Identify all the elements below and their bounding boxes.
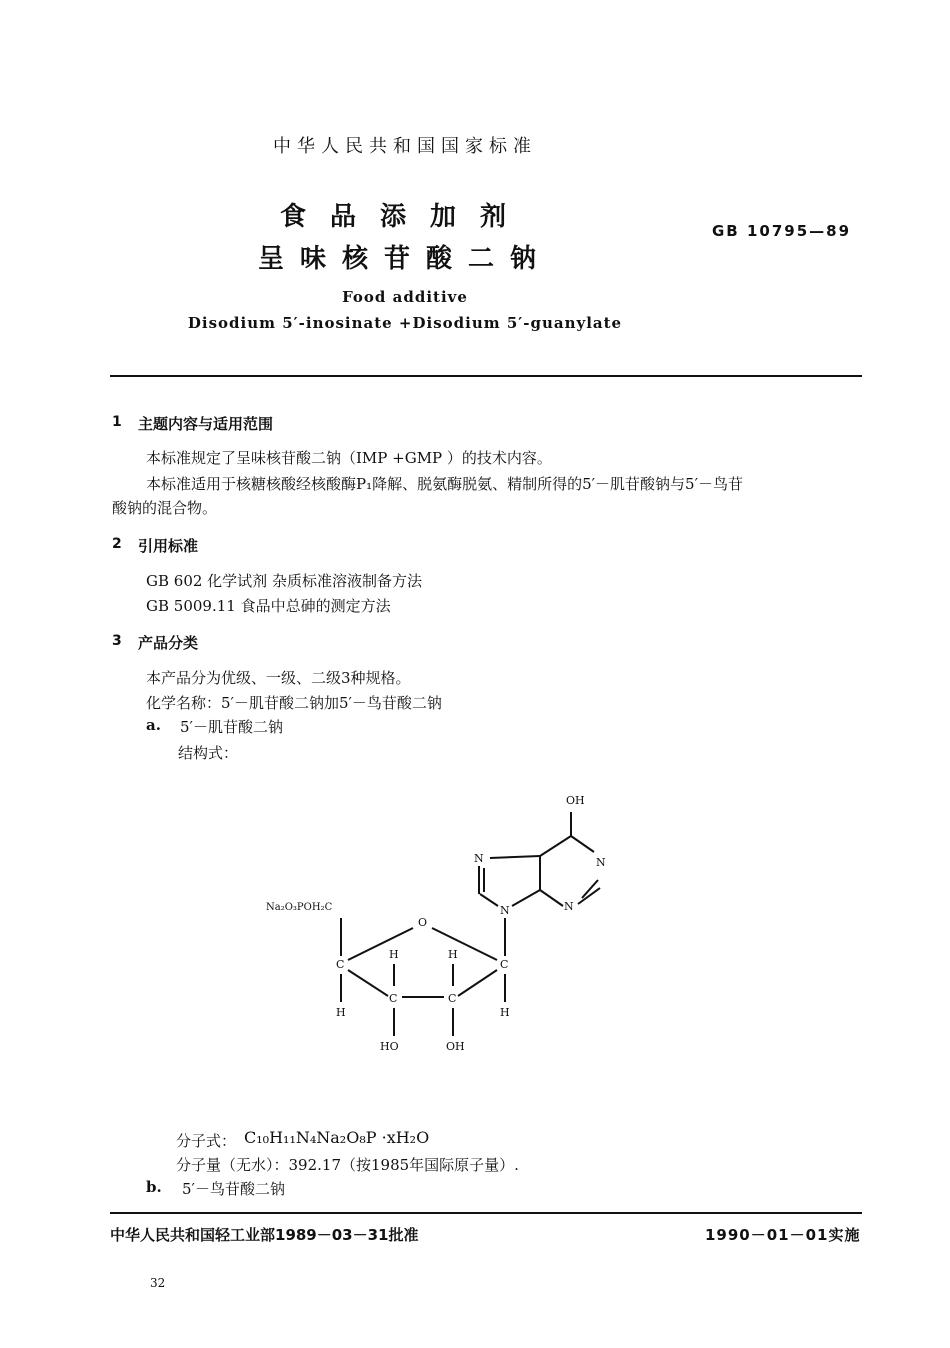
structure-bonds xyxy=(341,812,600,1036)
footer-rule xyxy=(110,1212,862,1214)
section-2-ref-2: GB 5009.11 食品中总砷的测定方法 xyxy=(146,597,391,615)
atom-n-pyrimidine-2: N xyxy=(564,900,574,913)
section-2-title: 引用标准 xyxy=(138,537,199,555)
atom-n-glycosidic: N xyxy=(500,904,510,917)
section-2-ref-1: GB 602 化学试剂 杂质标准溶液制备方法 xyxy=(146,572,422,590)
title-line-2: 呈味核苷酸二钠 xyxy=(257,244,552,274)
section-3-para-2: 化学名称：5′－肌苷酸二钠加5′－鸟苷酸二钠 xyxy=(146,694,442,712)
approval-note: 中华人民共和国轻工业部1989－03－31批准 xyxy=(110,1226,419,1244)
atom-c-1prime: C xyxy=(500,958,509,971)
atom-n-imidazole: N xyxy=(474,852,484,865)
molecular-formula: C₁₀H₁₁N₄Na₂O₈P ·xH₂O xyxy=(244,1128,430,1147)
atom-c-2prime: C xyxy=(448,992,457,1005)
standard-code: GB 10795—89 xyxy=(712,222,852,240)
section-1-para-1: 本标准规定了呈味核苷酸二钠（IMP +GMP ）的技术内容。 xyxy=(146,449,552,467)
formula-prefix: 分子式： xyxy=(176,1132,237,1150)
atom-c-4prime: C xyxy=(336,958,345,971)
item-a-label: a. xyxy=(146,716,161,734)
section-1-para-2: 本标准适用于核糖核酸经核酸酶P₁降解、脱氨酶脱氨、精制所得的5′－肌苷酸钠与5′－鸟苷 xyxy=(146,475,744,493)
structure-atom-labels xyxy=(266,794,606,1053)
sidechain-phosphate: Na₂O₃POH₂C xyxy=(266,902,333,913)
atom-o-ring: O xyxy=(418,916,428,929)
section-1-number: 1 xyxy=(112,414,122,430)
section-3-para-1: 本产品分为优级、一级、二级3种规格。 xyxy=(146,669,411,687)
english-title-line-2: Disodium 5′-inosinate +Disodium 5′-guanylate xyxy=(187,314,623,332)
atom-h-4prime: H xyxy=(336,1006,346,1019)
atom-h-1prime: H xyxy=(500,1006,510,1019)
atom-n-pyrimidine-1: N xyxy=(596,856,606,869)
group-ho: HO xyxy=(380,1040,399,1053)
group-oh: OH xyxy=(446,1040,465,1053)
english-title-line-1: Food additive xyxy=(342,288,468,306)
atom-h-2prime: H xyxy=(448,948,458,961)
effective-date: 1990－01－01实施 xyxy=(705,1226,861,1244)
atom-h-3prime: H xyxy=(389,948,399,961)
atom-oh-top: OH xyxy=(566,794,585,807)
molecular-mass: 分子量（无水）：392.17（按1985年国际原子量）. xyxy=(176,1156,519,1174)
item-b-label: b. xyxy=(146,1178,162,1196)
section-1-para-3: 酸钠的混合物。 xyxy=(112,499,218,517)
section-2-number: 2 xyxy=(112,536,122,552)
atom-c-3prime: C xyxy=(389,992,398,1005)
section-3-number: 3 xyxy=(112,633,122,649)
standard-org-heading: 中华人民共和国国家标准 xyxy=(273,136,537,157)
structure-label: 结构式： xyxy=(178,744,239,762)
section-3-title: 产品分类 xyxy=(138,634,199,652)
section-1-title: 主题内容与适用范围 xyxy=(138,415,274,433)
title-line-1: 食品添加剂 xyxy=(279,202,530,232)
item-a-text: 5′－肌苷酸二钠 xyxy=(180,718,283,736)
page-number: 32 xyxy=(150,1276,166,1290)
item-b-text: 5′－鸟苷酸二钠 xyxy=(182,1180,285,1198)
